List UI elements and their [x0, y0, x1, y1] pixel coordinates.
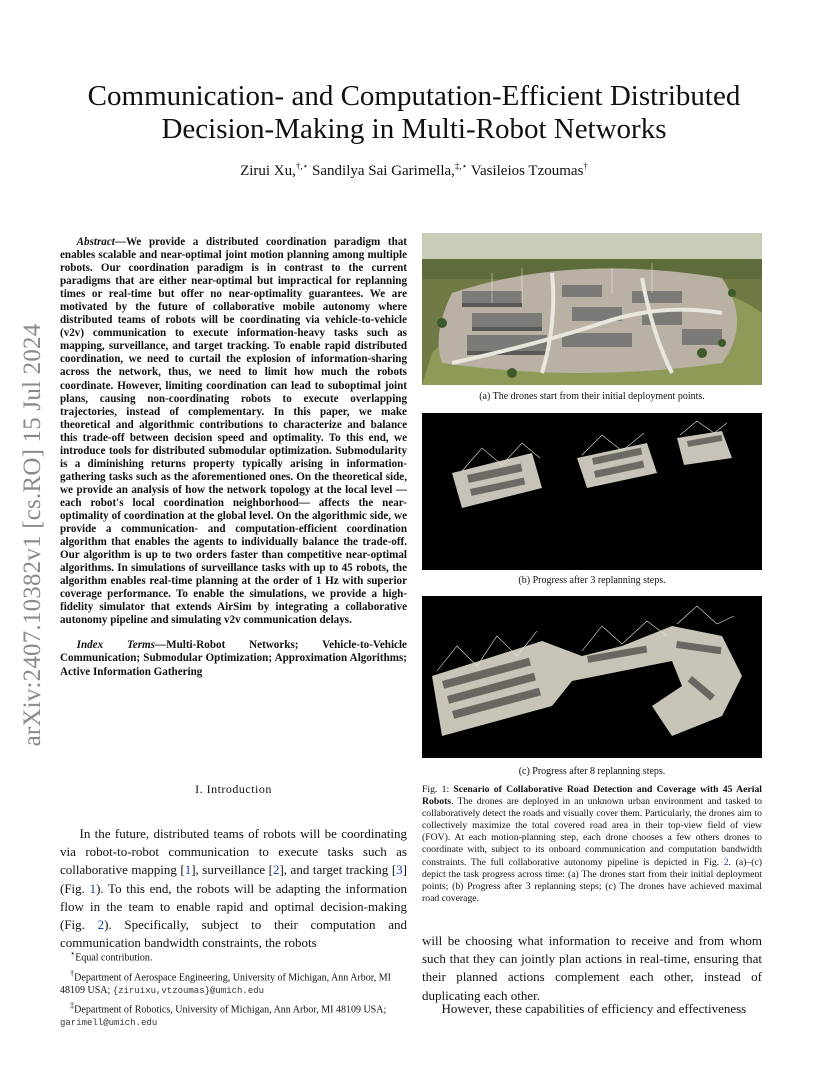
author-name: Sandilya Sai Garimella, — [308, 163, 455, 179]
intro-text: ], surveillance [ — [191, 862, 273, 878]
footnote-mark: † — [70, 968, 75, 978]
body-paragraph: will be choosing what information to receive and from whom such that they can jointly plan actions in real-time, ensuring that their planned actions complement each other, instead of duplicating each other. — [422, 933, 762, 1003]
figure-link[interactable]: 2 — [97, 917, 105, 933]
index-terms-label: Index Terms — [76, 639, 155, 652]
citation-link[interactable]: 2 — [272, 862, 280, 878]
citation-link[interactable]: 1 — [184, 862, 192, 878]
figure-1-caption — [422, 784, 762, 905]
author-list — [0, 161, 828, 180]
intro-text: ). To this end, the robots will be adapting the information flow in the team to enable rapid and optimal decision-making (Fig. — [60, 880, 408, 933]
aerial-city-render — [422, 233, 762, 385]
footnote — [60, 948, 407, 965]
figure-1c-caption: (c) Progress after 8 replanning steps. — [518, 766, 666, 777]
caption-text: . (a)–(c) depict the task progress across time: (a) The drones start from their initial deployment points; (b) Progress after 3 replanning steps; (c) The drones have achieved maximal road coverage. — [422, 856, 762, 904]
footnote-mark: ‡ — [70, 1001, 75, 1011]
author-affiliation-mark: †,⋆ — [295, 161, 309, 171]
figure-1b-caption: (b) Progress after 3 replanning steps. — [518, 575, 666, 586]
author-affiliation-mark: ‡,⋆ — [454, 161, 468, 171]
figure-link[interactable]: 1 — [89, 880, 97, 896]
index-terms — [60, 639, 407, 678]
footnote — [60, 968, 407, 997]
section-heading: I. Introduction — [195, 782, 272, 796]
footnote-text: Department of Aerospace Engineering, University of Michigan, Ann Arbor, MI 48109 USA; — [60, 972, 391, 996]
index-terms-text: —Multi-Robot Networks; Vehicle-to-Vehicle Communication; Submodular Optimization; Approximation Algorithms; Active Information Gathering — [60, 639, 407, 678]
citation-link[interactable]: 3 — [396, 862, 403, 878]
left-column — [60, 236, 407, 679]
caption-label: Fig. 1: — [422, 784, 454, 795]
body-paragraph: However, these capabilities of efficiency and effectiveness — [441, 1001, 747, 1016]
intro-text: ). Specifically, subject to their computation and communication bandwidth constraints, the robots — [60, 917, 407, 951]
author-name: Vasileios Tzoumas — [467, 163, 584, 179]
footnote-text: Equal contribution. — [75, 952, 153, 964]
email-address[interactable]: {ziruixu,vtzoumas}@umich.edu — [112, 985, 265, 996]
footnote-mark: ⋆ — [70, 949, 76, 958]
figure-1a-image — [422, 233, 762, 385]
figure-1c-image — [422, 596, 762, 758]
abstract — [60, 236, 407, 627]
abstract-label: Abstract — [76, 236, 115, 248]
coverage-complete-render — [422, 596, 762, 758]
introduction-paragraph — [60, 825, 407, 952]
footnote — [60, 1000, 407, 1029]
caption-title: Scenario of Collaborative Road Detection and Coverage with 45 Aerial Robots — [422, 784, 762, 808]
abstract-text: —We provide a distributed coordination paradigm that enables scalable and near-optimal joint motion planning among multiple robots. Our coordination paradigm is in contrast to the current paradigms that are either near-optimal but impractical for replanning times or real-time but offer no near-optimality guarantees. We are motivated by the future of collaborative mobile autonomy where distributed teams of robots will be coordinating via vehicle-to-vehicle (v2v) communication to execute information-heavy tasks such as mapping, surveillance, and target tracking. To enable rapid distributed coordination, we need to curtail the explosion of information-sharing across the network, thus, we need to limit how much the robots coordinate. However, limiting coordination can lead to suboptimal joint plans, causing non-coordinating robots to execute overlapping trajectories, instead of complementary. In this paper, we make theoretical and algorithmic contributions to characterize and balance this trade-off between decision speed and optimality. To this end, we introduce tools for distributed submodular optimization. Submodularity is a diminishing returns property typically arising in information-gathering tasks such as the aforementioned ones. On the theoretical side, we provide an analysis of how the network topology at the local level — each robot's local coordination neighborhood— affects the near-optimality of coordination at the global level. On the algorithmic side, we provide a communication- and computation-efficient coordination algorithm that enables the agents to individually balance the trade-off. Our algorithm is up to two orders faster than competitive near-optimal algorithms. In simulations of surveillance tasks with up to 45 robots, the algorithm enables real-time planning at the order of 1 Hz with superior coverage performance. To enable the simulations, we provide a high-fidelity simulator that extends AirSim by integrating a collaborative autonomy pipeline and simulating v2v communication delays. — [60, 236, 407, 627]
caption-text: . The drones are deployed in an unknown urban environment and tasked to collaboratively detect the roads and visually cover them. Particularly, the drones aim to collectively maximize the total covered road area in their top-view field of view (FOV). At each motion-planning step, each drone chooses a few others drones to coordinate with, subject to its onboard communication and computation bandwidth constraints. The full collaborative autonomy pipeline is depicted in Fig. — [422, 796, 762, 868]
figure-1a-caption: (a) The drones start from their initial deployment points. — [479, 391, 705, 402]
intro-text: ] (Fig. — [60, 862, 407, 896]
coverage-progress-render — [422, 413, 762, 570]
footnotes — [60, 948, 407, 1032]
figure-1b-image — [422, 413, 762, 570]
email-address[interactable]: garimell@umich.edu — [60, 1017, 158, 1028]
footnote-text: Department of Robotics, University of Michigan, Ann Arbor, MI 48109 USA; — [74, 1004, 387, 1016]
arxiv-identifier — [8, 300, 58, 770]
arxiv-id-text: arXiv:2407.10382v1 [cs.RO] 15 Jul 2024 — [19, 323, 46, 747]
figure-link[interactable]: 2 — [723, 856, 729, 868]
intro-text: In the future, distributed teams of robots will be coordinating via robot-to-robot communication to execute tasks such as collaborative mapping [ — [60, 826, 407, 878]
paper-title: Communication- and Computation-Efficient Distributed Decision-Making in Multi-Robot Networks — [87, 80, 741, 145]
intro-text: ], and target tracking [ — [279, 862, 397, 878]
author-affiliation-mark: † — [583, 161, 588, 171]
author-name: Zirui Xu, — [240, 163, 296, 179]
